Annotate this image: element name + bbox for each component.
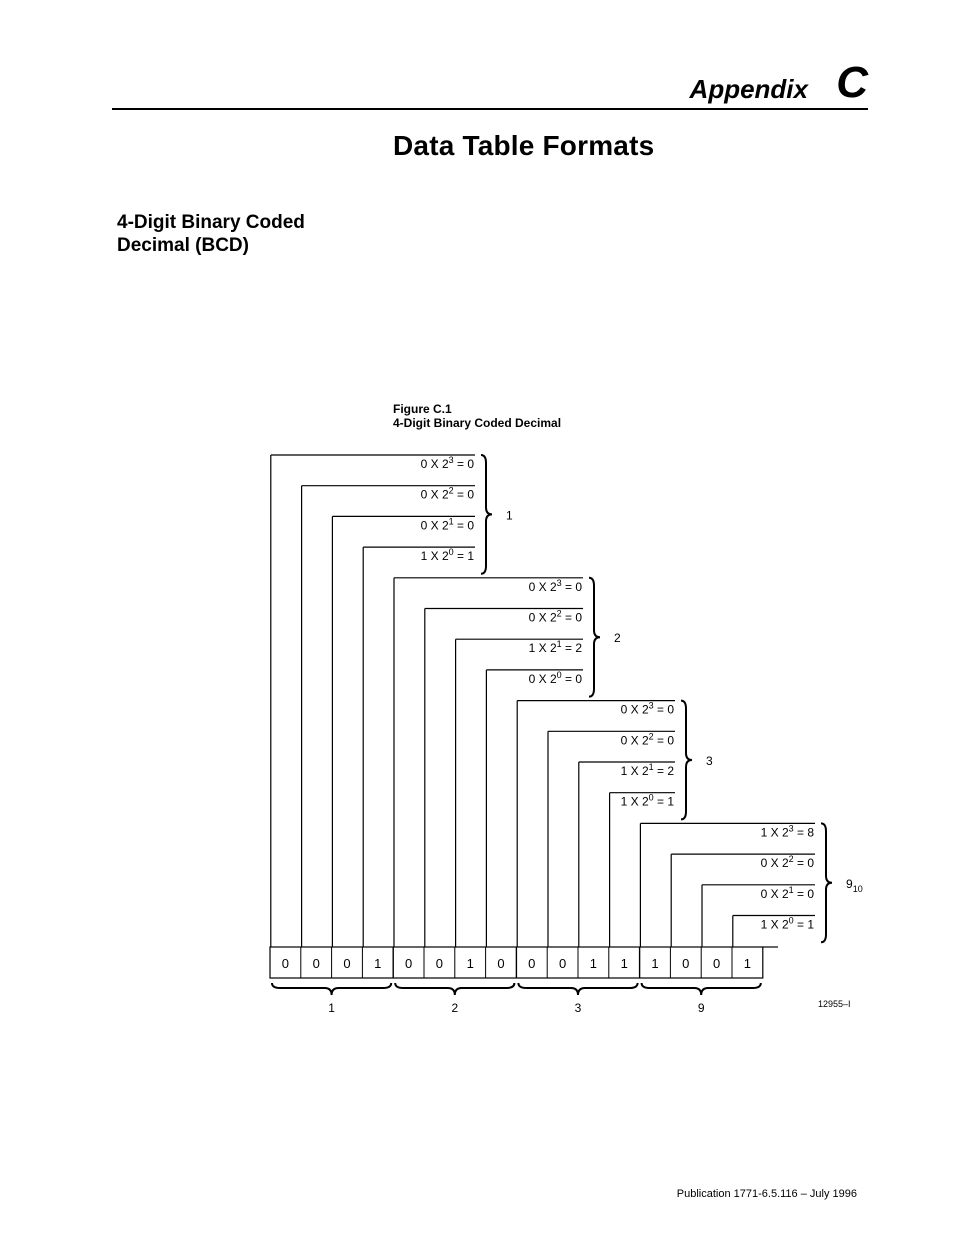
bit-cell: 0: [281, 956, 290, 971]
nibble-brace: [518, 983, 637, 995]
section-heading-line1: 4-Digit Binary Coded: [117, 212, 305, 233]
bit-cell: 1: [466, 956, 474, 971]
place-value-term: 1 X $2^3 = 8$: [760, 823, 814, 840]
bit-cell: 0: [712, 956, 721, 971]
bit-cell: 0: [528, 956, 536, 971]
group-sum-brace: [681, 701, 692, 820]
group-sum-label: $9_{10}$: [846, 876, 863, 894]
group-sum-brace: [481, 455, 492, 574]
bit-cell: 0: [558, 956, 567, 971]
bit-cell: 0: [435, 956, 444, 971]
bit-cell: 1: [589, 956, 598, 971]
page-title: Data Table Formats: [393, 130, 655, 161]
group-sum-label: 1: [506, 508, 513, 523]
place-value-term: 0 X $2^3 = 0$: [620, 700, 674, 717]
bit-cell: 0: [682, 956, 690, 971]
publication-footer: Publication 1771-6.5.116 – July 1996: [676, 1188, 857, 1200]
nibble-digit-label: 3: [574, 1001, 582, 1015]
bit-cell: 1: [620, 956, 628, 971]
section-heading-line2: Decimal (BCD): [117, 235, 249, 256]
appendix-label: Appendix: [689, 74, 808, 104]
group-sum-label: 2: [614, 631, 621, 646]
place-value-term: 0 X $2^0 = 0$: [528, 669, 582, 686]
nibble-digit-label: 1: [328, 1001, 335, 1015]
nibble-brace: [272, 983, 391, 995]
nibble-brace: [395, 983, 514, 995]
place-value-term: 0 X $2^3 = 0$: [528, 577, 582, 594]
place-value-term: 1 X $2^0 = 1$: [420, 547, 474, 564]
place-value-term: 1 X $2^0 = 1$: [620, 792, 674, 809]
place-value-term: 0 X $2^2 = 0$: [528, 608, 582, 625]
place-value-term: 1 X $2^0 = 1$: [760, 915, 814, 932]
figure-label: Figure C.1: [393, 402, 452, 416]
bit-cell: 0: [404, 956, 413, 971]
nibble-digit-label: 9: [697, 1001, 705, 1015]
bit-cell: 1: [743, 956, 752, 971]
bit-cell: 0: [312, 956, 320, 971]
bit-cell: 0: [497, 956, 505, 971]
group-sum-brace: [589, 578, 600, 697]
place-value-term: 1 X $2^1 = 2$: [528, 639, 582, 656]
figure-reference: 12955–I: [818, 999, 851, 1009]
figure-title: 4-Digit Binary Coded Decimal: [393, 416, 562, 430]
nibble-digit-label: 2: [451, 1001, 459, 1015]
appendix-letter: C: [836, 58, 868, 107]
place-value-term: 0 X $2^3 = 0$: [420, 455, 474, 471]
group-sum-label: 3: [706, 754, 713, 768]
nibble-brace: [642, 983, 761, 995]
bit-cell: 1: [651, 956, 659, 971]
place-value-term: 1 X $2^1 = 2$: [620, 762, 674, 778]
place-value-term: 0 X $2^2 = 0$: [760, 854, 814, 871]
place-value-term: 0 X $2^2 = 0$: [420, 485, 474, 502]
place-value-term: 0 X $2^2 = 0$: [620, 731, 674, 748]
group-sum-brace: [821, 823, 832, 942]
place-value-term: 0 X $2^1 = 0$: [760, 884, 814, 901]
place-value-term: 0 X $2^1 = 0$: [420, 516, 474, 533]
bit-cell: 0: [343, 956, 351, 971]
bit-cell: 1: [374, 956, 382, 971]
